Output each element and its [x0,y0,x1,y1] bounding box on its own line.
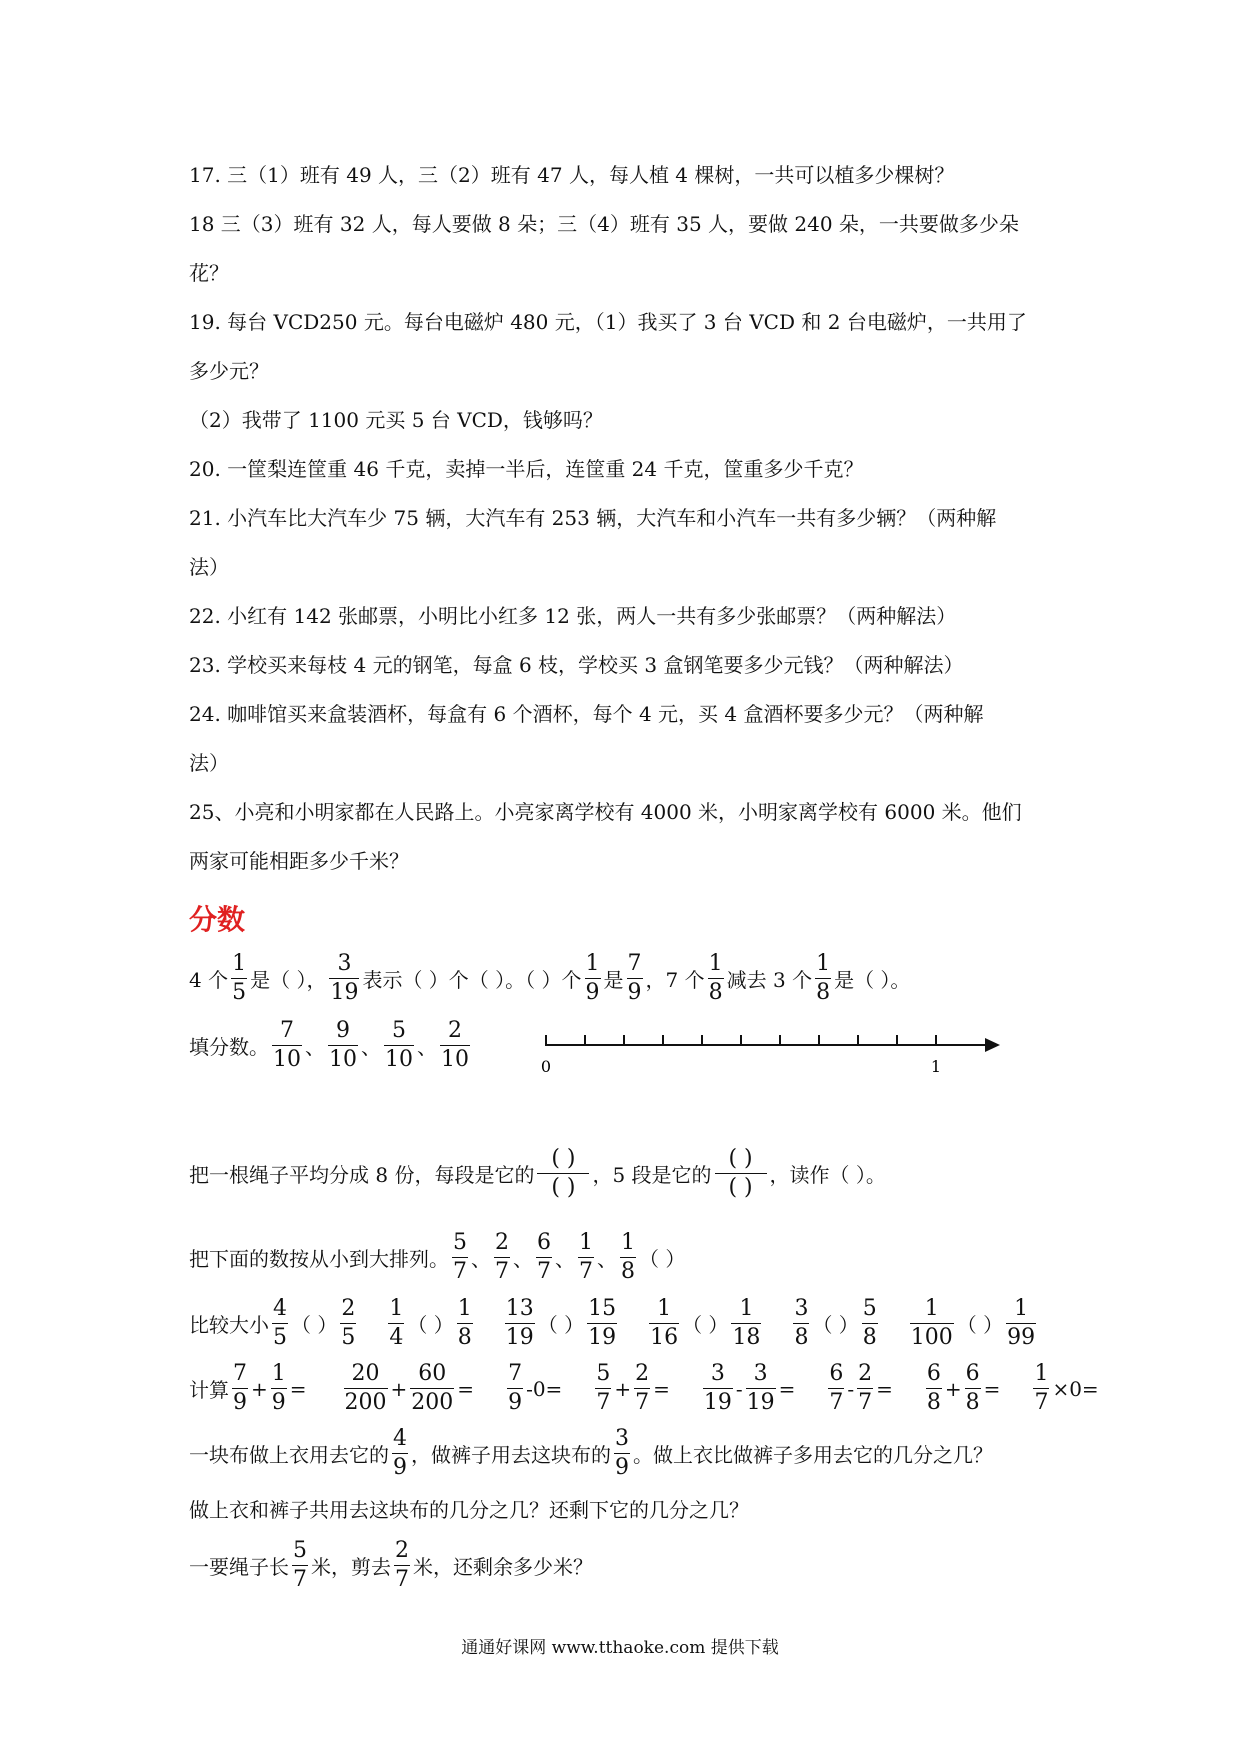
denominator: 5 [273,1325,287,1350]
numerator: 6 [965,1361,980,1386]
number-line-question [189,1020,473,1071]
denominator: 8 [457,1325,472,1350]
numerator: 7 [508,1361,523,1386]
fraction-bar [627,978,643,979]
compute-label: 计算 [189,1378,229,1402]
fraction-bar [440,1045,470,1046]
denominator: 200 [344,1390,387,1415]
denominator: 8 [926,1390,941,1415]
fraction-bar [505,1323,535,1324]
denominator: 7 [829,1390,844,1415]
compare-blank[interactable]: （ ） [682,1313,729,1337]
numerator-blank[interactable]: ( ) [551,1146,576,1171]
number-line-label: 填分数。 [189,1035,269,1059]
problem-21-cont: 法） [189,555,229,579]
problem-20: 20. 一筐梨连筐重 46 千克，卖掉一半后，连筐重 24 千克，筐重多少千克？ [189,457,864,481]
equals: = [289,1376,307,1401]
fraction [731,1298,761,1349]
fraction-bar [595,1388,611,1389]
numerator: 1 [657,1296,672,1321]
numerator: 1 [816,951,831,976]
numerator: 2 [448,1018,462,1043]
fraction [595,1363,611,1414]
numerator: 1 [232,951,247,976]
arrow-icon [985,1038,1000,1052]
fraction [457,1298,473,1349]
fraction-bar [708,978,724,979]
fraction [328,1020,358,1071]
compare-blank[interactable]: （ ） [537,1313,585,1337]
problem-19-part2: （2）我带了 1100 元买 5 台 VCD，钱够吗？ [189,408,603,432]
equals: ×0= [1052,1376,1099,1401]
numerator: 15 [588,1296,617,1321]
denominator: 19 [746,1390,775,1415]
operator: + [390,1376,408,1401]
fraction [746,1363,776,1414]
problem-18: 18 三（3）班有 32 人，每人要做 8 朵；三（4）班有 35 人，要做 240 朵，一共要做多少朵 [189,212,1019,236]
fraction-bar [585,978,601,979]
denominator: 7 [596,1390,611,1415]
numerator: 4 [273,1296,287,1321]
denominator: 7 [858,1390,873,1415]
numerator: 3 [710,1361,725,1386]
fraction [634,1363,650,1414]
denominator: 8 [862,1325,877,1350]
numerator: 2 [635,1361,650,1386]
fraction-bar [231,978,247,979]
numerator: 3 [615,1426,629,1451]
number-line-end: 1 [930,1057,942,1075]
fraction-bar [703,1388,733,1389]
fraction [585,953,601,1004]
problem-17: 17. 三（1）班有 49 人，三（2）班有 47 人，每人植 4 棵树，一共可以植多少棵树？ [189,163,955,187]
numerator: 7 [280,1018,294,1043]
rope-text-3: ，读作（ ）。 [769,1163,886,1187]
fraction-bar [614,1453,630,1454]
section-title: 分数 [189,903,246,936]
fraction-bar [388,1323,404,1324]
number-line [535,1025,1005,1075]
equals: = [653,1376,670,1401]
numerator: 1 [585,951,600,976]
denominator: 19 [330,980,359,1005]
numerator: 6 [926,1361,941,1386]
fraction [505,1298,535,1349]
fraction [793,1298,809,1349]
cloth-text-1: 一块布做上衣用去它的 [189,1443,389,1467]
denominator: 7 [1034,1390,1049,1415]
fraction-bar [292,1565,308,1566]
problem-24: 24. 咖啡馆买来盒装酒杯，每盒有 6 个酒杯，每个 4 元，买 4 盒酒杯要多少元？（两种解 [189,702,984,726]
compare-label: 比较大小 [189,1313,269,1337]
problem-22: 22. 小红有 142 张邮票，小明比小红多 12 张，两人一共有多少张邮票？（两种解法） [189,604,957,628]
denominator: 4 [389,1325,404,1350]
numerator: 1 [621,1230,635,1255]
q1-text-3: 表示（ ）个（ ）。（ ）个 [362,968,582,992]
denominator: 10 [385,1047,413,1072]
number-line-start: 0 [540,1057,552,1075]
fraction-bar [965,1388,981,1389]
fraction [815,953,831,1004]
fraction [614,1428,630,1479]
equals: = [876,1376,893,1401]
equals: = [983,1376,1001,1401]
order-question [189,1232,685,1283]
fraction [232,1363,248,1414]
fraction [578,1232,594,1283]
fraction [857,1363,873,1414]
numerator: 3 [794,1296,809,1321]
separator: 、 [417,1035,437,1059]
fraction [1033,1363,1049,1414]
fraction [292,1540,308,1591]
compare-blank[interactable]: （ ） [812,1313,859,1337]
separator: 、 [305,1035,325,1059]
fraction [272,1020,302,1071]
rope-text-1: 把一根绳子平均分成 8 份，每段是它的 [189,1163,535,1187]
cloth-text-3: 。做上衣比做裤子多用去它的几分之几？ [633,1443,993,1467]
fraction [587,1298,617,1349]
separator: 、 [555,1247,575,1271]
denominator: 10 [273,1047,301,1072]
fraction [494,1232,510,1283]
fraction [1006,1298,1036,1349]
q1-text-1: 4 个 [189,968,229,992]
fraction-bar [731,1323,761,1324]
problem-24-cont: 法） [189,751,229,775]
fraction-bar [537,1173,589,1174]
q1-text-4: 是 [603,968,624,992]
numerator: 2 [495,1230,509,1255]
fraction [340,1298,356,1349]
order-answer-blank[interactable]: （ ） [639,1247,686,1271]
rope2-text-2: 米，剪去 [311,1555,391,1579]
fraction [384,1020,414,1071]
denominator: 18 [732,1325,761,1350]
numerator: 1 [457,1296,472,1321]
fraction [388,1298,404,1349]
fraction-bar [457,1323,473,1324]
fraction [394,1540,410,1591]
fraction [708,953,724,1004]
fraction-bar [793,1323,809,1324]
separator: 、 [513,1247,533,1271]
fraction [862,1298,878,1349]
fraction-bar [1033,1388,1049,1389]
fraction-bar [507,1388,523,1389]
denominator: 9 [615,1455,629,1480]
rope-length-question [189,1540,593,1591]
fraction-bar [452,1257,468,1258]
numerator: 5 [453,1230,467,1255]
denominator: 5 [232,980,247,1005]
numerator: 60 [418,1361,447,1386]
compare-blank[interactable]: （ ） [291,1313,338,1337]
fraction-bar [410,1388,454,1389]
denominator: 10 [329,1047,357,1072]
numerator: 2 [395,1538,409,1563]
numerator: 4 [393,1426,407,1451]
separator: 、 [361,1035,381,1059]
fraction-bar [828,1388,844,1389]
numerator: 1 [924,1296,939,1321]
equals: -0= [526,1376,563,1401]
denominator: 19 [505,1325,534,1350]
operator: + [944,1376,962,1401]
fraction [828,1363,844,1414]
order-label: 把下面的数按从小到大排列。 [189,1247,449,1271]
fraction-bar [536,1257,552,1258]
fraction [507,1363,523,1414]
compute-question [189,1363,1099,1414]
denominator: 9 [233,1390,247,1415]
denominator: 9 [393,1455,407,1480]
fraction-bar [715,1173,767,1174]
q1-text-7: 是（ ）。 [834,968,911,992]
page-footer: 通通好课网 www.tthaoke.com 提供下载 [461,1638,779,1658]
number-line-ticks [546,1035,936,1045]
fraction-bar [344,1388,388,1389]
fraction-question-1 [189,953,910,1004]
denominator: 10 [441,1047,469,1072]
numerator: 1 [708,951,723,976]
numerator: 3 [337,951,352,976]
numerator: 7 [233,1361,247,1386]
denominator: 7 [293,1567,307,1592]
compare-question [189,1298,1039,1349]
fraction [344,1363,388,1414]
fraction-bar [634,1388,650,1389]
numerator: 5 [596,1361,611,1386]
problem-21: 21. 小汽车比大汽车少 75 辆，大汽车有 253 辆，大汽车和小汽车一共有多少辆？（两种解 [189,506,997,530]
numerator: 1 [739,1296,754,1321]
fraction [965,1363,981,1414]
operator: - [847,1376,855,1401]
fraction [440,1020,470,1071]
fraction-bar [271,1388,287,1389]
fraction [271,1363,287,1414]
fraction-bar [587,1323,617,1324]
denominator: 7 [635,1390,650,1415]
denominator: 9 [627,980,642,1005]
numerator: 9 [336,1018,350,1043]
compare-blank[interactable]: （ ） [956,1313,1004,1337]
numerator: 6 [829,1361,844,1386]
fraction [620,1232,636,1283]
fraction [926,1363,942,1414]
denominator: 8 [794,1325,809,1350]
problem-25: 25、小亮和小明家都在人民路上。小亮家离学校有 4000 米，小明家离学校有 6000 米。他们 [189,800,1022,824]
numerator: 20 [351,1361,380,1386]
operator: + [251,1376,268,1401]
denominator: 19 [588,1325,617,1350]
fraction-bar [815,978,831,979]
q1-text-6: 减去 3 个 [726,968,813,992]
fraction-bar [620,1257,636,1258]
numerator: 6 [537,1230,551,1255]
denominator-blank[interactable]: ( ) [728,1175,753,1200]
fraction [231,953,247,1004]
fraction-bar [910,1323,954,1324]
problem-18-cont: 花？ [189,261,229,285]
blank-fraction[interactable] [537,1148,589,1199]
denominator: 100 [910,1325,953,1350]
operator: - [735,1376,743,1401]
fraction-bar [384,1045,414,1046]
rope-text-2: ，5 段是它的 [592,1163,712,1187]
fraction-bar [746,1388,776,1389]
fraction [910,1298,954,1349]
numerator: 1 [1034,1361,1049,1386]
fraction-bar [329,978,359,979]
fraction [392,1428,408,1479]
denominator: 99 [1007,1325,1036,1350]
problem-25-cont: 两家可能相距多少千米？ [189,849,409,873]
numerator: 5 [862,1296,877,1321]
denominator: 7 [495,1259,509,1284]
fraction [452,1232,468,1283]
fraction [272,1298,288,1349]
q1-text-2: 是（ ）， [250,968,327,992]
q1-text-5: ，7 个 [645,968,705,992]
equals: = [778,1376,796,1401]
separator: 、 [597,1247,617,1271]
fraction-bar [328,1045,358,1046]
fraction-bar [1006,1323,1036,1324]
denominator: 200 [411,1390,454,1415]
denominator-blank[interactable]: ( ) [551,1175,576,1200]
numerator: 2 [341,1296,356,1321]
denominator: 8 [621,1259,635,1284]
fraction [329,953,359,1004]
numerator: 13 [505,1296,534,1321]
operator: + [614,1376,632,1401]
denominator: 19 [703,1390,732,1415]
denominator: 8 [965,1390,980,1415]
fraction-bar [272,1323,288,1324]
fraction-bar [862,1323,878,1324]
blank-fraction[interactable] [715,1148,767,1199]
fraction-bar [578,1257,594,1258]
fraction [703,1363,733,1414]
numerator-blank[interactable]: ( ) [728,1146,753,1171]
rope2-text-1: 一要绳子长 [189,1555,289,1579]
fraction [627,953,643,1004]
fraction-bar [857,1388,873,1389]
numerator: 7 [627,951,642,976]
numerator: 5 [293,1538,307,1563]
denominator: 8 [708,980,723,1005]
numerator: 2 [858,1361,873,1386]
denominator: 8 [816,980,831,1005]
denominator: 7 [395,1567,409,1592]
numerator: 5 [392,1018,406,1043]
fraction-bar [392,1453,408,1454]
equals: = [457,1376,475,1401]
fraction-bar [272,1045,302,1046]
fraction-bar [926,1388,942,1389]
denominator: 5 [341,1325,356,1350]
compare-blank[interactable]: （ ） [407,1313,454,1337]
problem-23: 23. 学校买来每枝 4 元的钢笔，每盒 6 枝，学校买 3 盒钢笔要多少元钱？（两种解法） [189,653,964,677]
fraction-bar [649,1323,679,1324]
numerator: 3 [753,1361,768,1386]
denominator: 9 [271,1390,286,1415]
rope-question [189,1148,886,1199]
denominator: 9 [508,1390,523,1415]
fraction [536,1232,552,1283]
fraction-bar [232,1388,248,1389]
numerator: 1 [579,1230,593,1255]
denominator: 16 [650,1325,679,1350]
numerator: 1 [1014,1296,1029,1321]
problem-19: 19. 每台 VCD250 元。每台电磁炉 480 元，（1）我买了 3 台 VCD 和 2 台电磁炉，一共用了 [189,310,1027,334]
fraction-bar [494,1257,510,1258]
problem-19-cont: 多少元？ [189,359,269,383]
denominator: 7 [537,1259,551,1284]
cloth-text-2: ，做裤子用去这块布的 [411,1443,611,1467]
numerator: 1 [271,1361,286,1386]
denominator: 7 [579,1259,593,1284]
rope2-text-3: 米，还剩余多少米？ [413,1555,593,1579]
fraction [410,1363,454,1414]
separator: 、 [471,1247,491,1271]
numerator: 1 [389,1296,404,1321]
fraction [649,1298,679,1349]
denominator: 9 [585,980,600,1005]
denominator: 7 [453,1259,467,1284]
fraction-bar [340,1323,356,1324]
cloth-question [189,1428,993,1479]
fraction-bar [394,1565,410,1566]
cloth-question-cont: 做上衣和裤子共用去这块布的几分之几？还剩下它的几分之几？ [189,1498,749,1522]
